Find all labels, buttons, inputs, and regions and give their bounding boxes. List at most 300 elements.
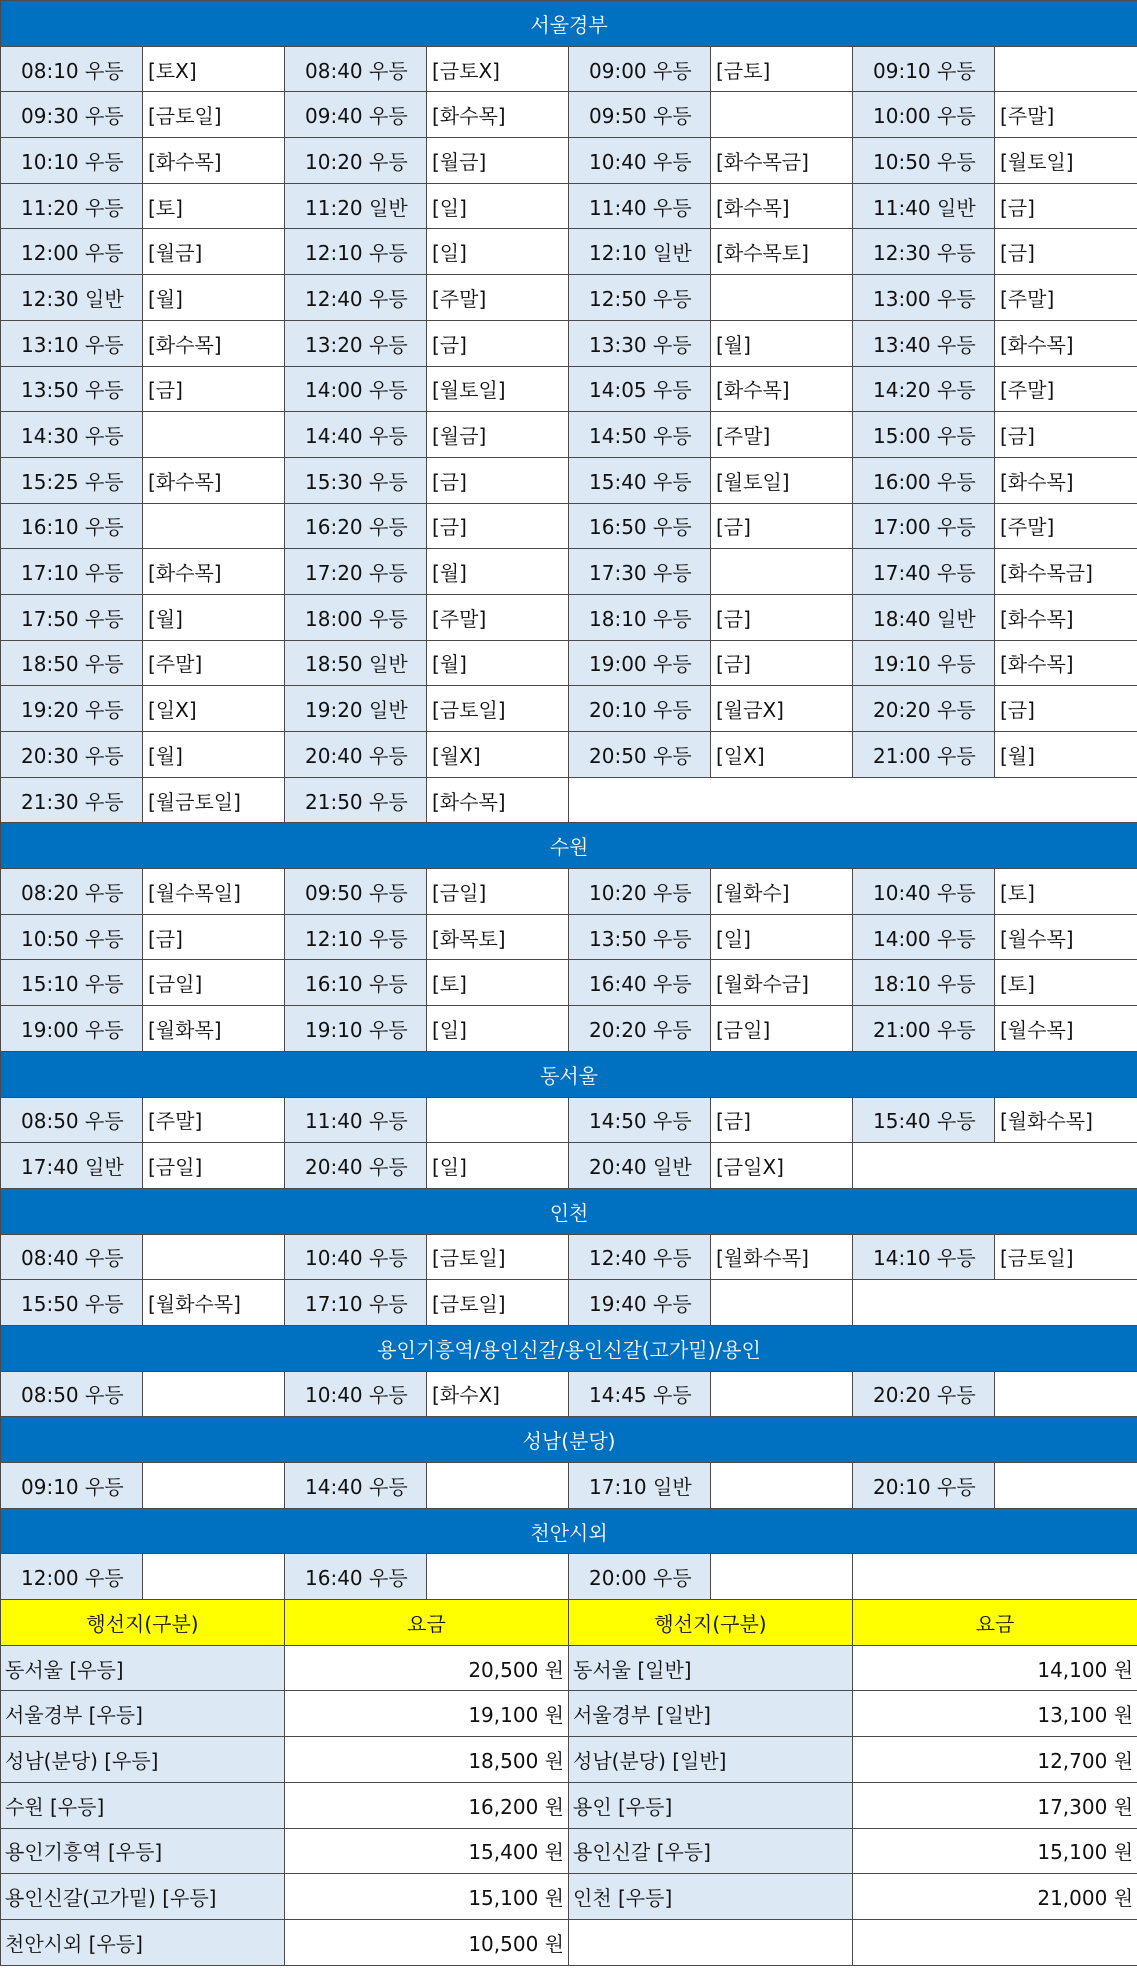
operating-days: [화수목금] xyxy=(995,549,1137,595)
section-title: 동서울 xyxy=(1,1051,1137,1097)
departure-time: 10:20 우등 xyxy=(285,138,427,184)
departure-time: 13:20 우등 xyxy=(285,320,427,366)
operating-days: [일X] xyxy=(711,732,853,778)
departure-time: 16:20 우등 xyxy=(285,503,427,549)
operating-days: [월] xyxy=(143,594,285,640)
section-title: 서울경부 xyxy=(1,1,1137,47)
operating-days: [월금] xyxy=(427,138,569,184)
operating-days: [금] xyxy=(711,1097,853,1143)
section-header-row xyxy=(1,823,1137,869)
operating-days: [주말] xyxy=(143,640,285,686)
operating-days xyxy=(711,1463,853,1509)
departure-time: 19:00 우등 xyxy=(569,640,711,686)
section-title: 인천 xyxy=(1,1188,1137,1234)
operating-days: [토] xyxy=(995,960,1137,1006)
departure-time: 19:20 우등 xyxy=(1,686,143,732)
departure-time: 21:00 우등 xyxy=(853,1006,995,1052)
fare-destination: 인천 [우등] xyxy=(569,1874,853,1920)
operating-days: [주말] xyxy=(995,92,1137,138)
departure-time: 11:40 우등 xyxy=(569,183,711,229)
operating-days: [월] xyxy=(995,732,1137,778)
departure-time: 17:10 일반 xyxy=(569,1463,711,1509)
section-header-row xyxy=(1,1,1137,47)
departure-time: 16:50 우등 xyxy=(569,503,711,549)
departure-time: 08:40 우등 xyxy=(285,46,427,92)
departure-time: 16:10 우등 xyxy=(1,503,143,549)
operating-days: [주말] xyxy=(995,503,1137,549)
departure-time: 10:40 우등 xyxy=(569,138,711,184)
departure-time: 08:50 우등 xyxy=(1,1371,143,1417)
operating-days: [금] xyxy=(711,503,853,549)
fare-row xyxy=(1,1919,1137,1965)
operating-days: [금] xyxy=(995,183,1137,229)
departure-time: 14:50 우등 xyxy=(569,412,711,458)
operating-days: [월금] xyxy=(427,412,569,458)
fare-destination: 용인신갈 [우등] xyxy=(569,1828,853,1874)
departure-time: 12:30 우등 xyxy=(853,229,995,275)
departure-time: 10:40 우등 xyxy=(853,869,995,915)
operating-days: [월토일] xyxy=(427,366,569,412)
operating-days: [금] xyxy=(427,457,569,503)
departure-time: 14:10 우등 xyxy=(853,1234,995,1280)
departure-time: 09:50 우등 xyxy=(569,92,711,138)
operating-days xyxy=(143,1234,285,1280)
operating-days: [금토일] xyxy=(995,1234,1137,1280)
operating-days xyxy=(143,503,285,549)
fare-amount: 15,400 원 xyxy=(285,1828,569,1874)
operating-days: [금일] xyxy=(143,960,285,1006)
schedule-row xyxy=(1,914,1137,960)
operating-days: [금] xyxy=(143,914,285,960)
fare-row xyxy=(1,1645,1137,1691)
fare-row xyxy=(1,1782,1137,1828)
operating-days: [금토일] xyxy=(427,1280,569,1326)
operating-days: [금] xyxy=(995,229,1137,275)
fare-amount: 10,500 원 xyxy=(285,1919,569,1965)
departure-time: 09:40 우등 xyxy=(285,92,427,138)
departure-time: 10:50 우등 xyxy=(1,914,143,960)
departure-time: 17:20 우등 xyxy=(285,549,427,595)
departure-time: 14:00 우등 xyxy=(853,914,995,960)
departure-time: 13:00 우등 xyxy=(853,275,995,321)
operating-days: [화수목] xyxy=(143,320,285,366)
schedule-row xyxy=(1,457,1137,503)
departure-time: 20:10 우등 xyxy=(569,686,711,732)
section-title: 수원 xyxy=(1,823,1137,869)
fare-destination: 성남(분당) [우등] xyxy=(1,1737,285,1783)
departure-time: 20:40 일반 xyxy=(569,1143,711,1189)
operating-days: [금] xyxy=(711,594,853,640)
schedule-row xyxy=(1,1143,1137,1189)
departure-time: 09:10 우등 xyxy=(1,1463,143,1509)
operating-days: [금] xyxy=(995,686,1137,732)
departure-time: 15:30 우등 xyxy=(285,457,427,503)
operating-days: [금일] xyxy=(427,869,569,915)
departure-time: 20:00 우등 xyxy=(569,1554,711,1600)
fare-header-row xyxy=(1,1600,1137,1646)
operating-days: [금일] xyxy=(711,1006,853,1052)
departure-time: 15:40 우등 xyxy=(853,1097,995,1143)
operating-days: [화수목] xyxy=(143,138,285,184)
departure-time: 10:50 우등 xyxy=(853,138,995,184)
departure-time: 14:45 우등 xyxy=(569,1371,711,1417)
operating-days: [월수목일] xyxy=(143,869,285,915)
operating-days: [화수목] xyxy=(711,366,853,412)
departure-time: 10:10 우등 xyxy=(1,138,143,184)
fare-amount: 20,500 원 xyxy=(285,1645,569,1691)
departure-time: 12:00 우등 xyxy=(1,1554,143,1600)
operating-days: [화수목] xyxy=(143,549,285,595)
operating-days: [화목토] xyxy=(427,914,569,960)
operating-days: [화수목금] xyxy=(711,138,853,184)
departure-time: 13:10 우등 xyxy=(1,320,143,366)
departure-time: 11:20 일반 xyxy=(285,183,427,229)
departure-time: 12:10 우등 xyxy=(285,229,427,275)
schedule-row xyxy=(1,686,1137,732)
fare-amount: 16,200 원 xyxy=(285,1782,569,1828)
operating-days: [월화목] xyxy=(143,1006,285,1052)
operating-days xyxy=(711,92,853,138)
operating-days: [금일X] xyxy=(711,1143,853,1189)
operating-days: [화수목] xyxy=(711,183,853,229)
departure-time: 17:50 우등 xyxy=(1,594,143,640)
departure-time: 18:50 우등 xyxy=(1,640,143,686)
section-title: 천안시외 xyxy=(1,1508,1137,1554)
operating-days xyxy=(711,1371,853,1417)
operating-days: [월토일] xyxy=(711,457,853,503)
schedule-row xyxy=(1,183,1137,229)
departure-time: 18:00 우등 xyxy=(285,594,427,640)
departure-time: 14:20 우등 xyxy=(853,366,995,412)
departure-time: 12:30 일반 xyxy=(1,275,143,321)
schedule-row xyxy=(1,1097,1137,1143)
operating-days: [일] xyxy=(427,183,569,229)
departure-time: 12:40 우등 xyxy=(569,1234,711,1280)
operating-days xyxy=(711,1554,853,1600)
operating-days: [월] xyxy=(711,320,853,366)
departure-time: 21:30 우등 xyxy=(1,777,143,823)
schedule-row xyxy=(1,640,1137,686)
schedule-row xyxy=(1,1554,1137,1600)
operating-days: [금토일] xyxy=(427,1234,569,1280)
departure-time: 16:10 우등 xyxy=(285,960,427,1006)
operating-days: [토X] xyxy=(143,46,285,92)
departure-time: 19:20 일반 xyxy=(285,686,427,732)
departure-time: 18:40 일반 xyxy=(853,594,995,640)
fare-destination: 용인신갈(고가밑) [우등] xyxy=(1,1874,285,1920)
fare-amount: 18,500 원 xyxy=(285,1737,569,1783)
departure-time: 20:20 우등 xyxy=(853,686,995,732)
departure-time: 15:10 우등 xyxy=(1,960,143,1006)
operating-days xyxy=(427,1097,569,1143)
departure-time: 08:10 우등 xyxy=(1,46,143,92)
schedule-row xyxy=(1,1463,1137,1509)
section-header-row xyxy=(1,1325,1137,1371)
departure-time: 12:00 우등 xyxy=(1,229,143,275)
operating-days: [월] xyxy=(427,640,569,686)
departure-time: 16:40 우등 xyxy=(285,1554,427,1600)
departure-time: 17:00 우등 xyxy=(853,503,995,549)
operating-days: [화수X] xyxy=(427,1371,569,1417)
fare-amount: 15,100 원 xyxy=(853,1828,1137,1874)
departure-time: 17:10 우등 xyxy=(285,1280,427,1326)
operating-days: [화수목] xyxy=(995,640,1137,686)
operating-days: [화수목] xyxy=(995,457,1137,503)
operating-days xyxy=(995,1371,1137,1417)
fare-amount: 21,000 원 xyxy=(853,1874,1137,1920)
operating-days: [월화수목] xyxy=(143,1280,285,1326)
operating-days xyxy=(711,549,853,595)
schedule-row xyxy=(1,275,1137,321)
section-title: 성남(분당) xyxy=(1,1417,1137,1463)
fare-destination: 성남(분당) [일반] xyxy=(569,1737,853,1783)
schedule-row xyxy=(1,1280,1137,1326)
departure-time: 15:25 우등 xyxy=(1,457,143,503)
departure-time: 20:20 우등 xyxy=(853,1371,995,1417)
operating-days: [월] xyxy=(143,275,285,321)
departure-time: 15:50 우등 xyxy=(1,1280,143,1326)
section-header-row xyxy=(1,1051,1137,1097)
departure-time: 18:10 우등 xyxy=(853,960,995,1006)
operating-days: [일] xyxy=(427,1006,569,1052)
departure-time: 18:10 우등 xyxy=(569,594,711,640)
schedule-row xyxy=(1,412,1137,458)
departure-time: 09:00 우등 xyxy=(569,46,711,92)
operating-days: [주말] xyxy=(143,1097,285,1143)
section-header-row xyxy=(1,1417,1137,1463)
departure-time: 13:50 우등 xyxy=(569,914,711,960)
departure-time: 19:10 우등 xyxy=(853,640,995,686)
departure-time: 15:00 우등 xyxy=(853,412,995,458)
fare-row xyxy=(1,1828,1137,1874)
schedule-row xyxy=(1,229,1137,275)
operating-days: [일] xyxy=(427,1143,569,1189)
operating-days: [일X] xyxy=(143,686,285,732)
fare-destination: 서울경부 [우등] xyxy=(1,1691,285,1737)
departure-time: 12:40 우등 xyxy=(285,275,427,321)
departure-time: 08:50 우등 xyxy=(1,1097,143,1143)
schedule-row xyxy=(1,92,1137,138)
operating-days xyxy=(711,275,853,321)
schedule-row xyxy=(1,320,1137,366)
departure-time: 20:50 우등 xyxy=(569,732,711,778)
fare-destination: 용인기흥역 [우등] xyxy=(1,1828,285,1874)
operating-days: [화수목] xyxy=(427,777,569,823)
operating-days: [일] xyxy=(427,229,569,275)
fare-amount: 15,100 원 xyxy=(285,1874,569,1920)
operating-days: [금일] xyxy=(143,1143,285,1189)
schedule-row xyxy=(1,503,1137,549)
operating-days: [금] xyxy=(427,503,569,549)
operating-days: [주말] xyxy=(995,275,1137,321)
operating-days xyxy=(143,1554,285,1600)
schedule-row xyxy=(1,777,1137,823)
fare-row xyxy=(1,1874,1137,1920)
operating-days: [월화수목] xyxy=(711,1234,853,1280)
departure-time: 10:20 우등 xyxy=(569,869,711,915)
departure-time: 16:40 우등 xyxy=(569,960,711,1006)
departure-time: 09:10 우등 xyxy=(853,46,995,92)
departure-time: 17:30 우등 xyxy=(569,549,711,595)
operating-days xyxy=(143,1463,285,1509)
fare-destination: 천안시외 [우등] xyxy=(1,1919,285,1965)
departure-time: 14:05 우등 xyxy=(569,366,711,412)
operating-days: [월수목] xyxy=(995,1006,1137,1052)
departure-time: 11:40 우등 xyxy=(285,1097,427,1143)
fare-row xyxy=(1,1737,1137,1783)
fare-destination: 동서울 [우등] xyxy=(1,1645,285,1691)
schedule-row xyxy=(1,1234,1137,1280)
operating-days: [월] xyxy=(143,732,285,778)
operating-days: [주말] xyxy=(427,594,569,640)
schedule-row xyxy=(1,960,1137,1006)
departure-time: 17:40 일반 xyxy=(1,1143,143,1189)
fare-row xyxy=(1,1691,1137,1737)
operating-days: [월수목] xyxy=(995,914,1137,960)
operating-days: [화수목] xyxy=(995,594,1137,640)
departure-time: 19:00 우등 xyxy=(1,1006,143,1052)
operating-days: [금] xyxy=(427,320,569,366)
departure-time: 15:40 우등 xyxy=(569,457,711,503)
empty-cell xyxy=(853,1143,1137,1189)
operating-days: [금토X] xyxy=(427,46,569,92)
departure-time: 14:30 우등 xyxy=(1,412,143,458)
section-header-row xyxy=(1,1188,1137,1234)
operating-days: [화수목] xyxy=(995,320,1137,366)
schedule-row xyxy=(1,732,1137,778)
operating-days: [월X] xyxy=(427,732,569,778)
fare-destination: 수원 [우등] xyxy=(1,1782,285,1828)
departure-time: 19:40 우등 xyxy=(569,1280,711,1326)
section-header-row xyxy=(1,1508,1137,1554)
operating-days xyxy=(427,1463,569,1509)
departure-time: 09:50 우등 xyxy=(285,869,427,915)
departure-time: 08:40 우등 xyxy=(1,1234,143,1280)
operating-days: [주말] xyxy=(711,412,853,458)
departure-time: 14:50 우등 xyxy=(569,1097,711,1143)
operating-days: [월토일] xyxy=(995,138,1137,184)
departure-time: 20:20 우등 xyxy=(569,1006,711,1052)
operating-days: [금토일] xyxy=(143,92,285,138)
departure-time: 12:10 우등 xyxy=(285,914,427,960)
departure-time: 14:40 우등 xyxy=(285,412,427,458)
section-title: 용인기흥역/용인신갈/용인신갈(고가밑)/용인 xyxy=(1,1325,1137,1371)
departure-time: 12:10 일반 xyxy=(569,229,711,275)
operating-days xyxy=(427,1554,569,1600)
fare-amount: 19,100 원 xyxy=(285,1691,569,1737)
operating-days: [금토] xyxy=(711,46,853,92)
operating-days: [금] xyxy=(995,412,1137,458)
fare-dest-header: 행선지(구분) xyxy=(569,1600,853,1646)
departure-time: 13:50 우등 xyxy=(1,366,143,412)
schedule-row xyxy=(1,594,1137,640)
operating-days: [화수목] xyxy=(427,92,569,138)
fare-destination xyxy=(569,1919,853,1965)
operating-days: [주말] xyxy=(995,366,1137,412)
empty-cell xyxy=(569,777,1137,823)
departure-time: 21:50 우등 xyxy=(285,777,427,823)
schedule-row xyxy=(1,46,1137,92)
operating-days: [토] xyxy=(995,869,1137,915)
operating-days: [월화수] xyxy=(711,869,853,915)
departure-time: 13:30 우등 xyxy=(569,320,711,366)
departure-time: 14:00 우등 xyxy=(285,366,427,412)
departure-time: 16:00 우등 xyxy=(853,457,995,503)
fare-destination: 용인 [우등] xyxy=(569,1782,853,1828)
departure-time: 20:10 우등 xyxy=(853,1463,995,1509)
operating-days: [월금토일] xyxy=(143,777,285,823)
schedule-row xyxy=(1,869,1137,915)
operating-days: [월금X] xyxy=(711,686,853,732)
departure-time: 20:40 우등 xyxy=(285,1143,427,1189)
operating-days xyxy=(995,46,1137,92)
operating-days: [주말] xyxy=(427,275,569,321)
operating-days: [토] xyxy=(143,183,285,229)
departure-time: 20:30 우등 xyxy=(1,732,143,778)
departure-time: 17:40 우등 xyxy=(853,549,995,595)
departure-time: 21:00 우등 xyxy=(853,732,995,778)
fare-amount-header: 요금 xyxy=(853,1600,1137,1646)
operating-days: [화수목] xyxy=(143,457,285,503)
departure-time: 18:50 일반 xyxy=(285,640,427,686)
schedule-row xyxy=(1,138,1137,184)
departure-time: 10:40 우등 xyxy=(285,1371,427,1417)
departure-time: 09:30 우등 xyxy=(1,92,143,138)
empty-cell xyxy=(853,1280,1137,1326)
departure-time: 17:10 우등 xyxy=(1,549,143,595)
operating-days xyxy=(711,1280,853,1326)
departure-time: 13:40 우등 xyxy=(853,320,995,366)
operating-days: [월화수금] xyxy=(711,960,853,1006)
operating-days xyxy=(143,412,285,458)
departure-time: 12:50 우등 xyxy=(569,275,711,321)
fare-amount: 14,100 원 xyxy=(853,1645,1137,1691)
fare-amount: 12,700 원 xyxy=(853,1737,1137,1783)
departure-time: 11:40 일반 xyxy=(853,183,995,229)
fare-amount xyxy=(853,1919,1137,1965)
schedule-row xyxy=(1,366,1137,412)
operating-days: [금] xyxy=(711,640,853,686)
schedule-row xyxy=(1,1006,1137,1052)
operating-days: [금토일] xyxy=(427,686,569,732)
schedule-row xyxy=(1,1371,1137,1417)
operating-days: [금] xyxy=(143,366,285,412)
fare-dest-header: 행선지(구분) xyxy=(1,1600,285,1646)
empty-cell xyxy=(853,1554,1137,1600)
fare-amount-header: 요금 xyxy=(285,1600,569,1646)
fare-destination: 동서울 [일반] xyxy=(569,1645,853,1691)
operating-days: [월화수목] xyxy=(995,1097,1137,1143)
operating-days: [월금] xyxy=(143,229,285,275)
departure-time: 19:10 우등 xyxy=(285,1006,427,1052)
operating-days: [토] xyxy=(427,960,569,1006)
fare-amount: 17,300 원 xyxy=(853,1782,1137,1828)
departure-time: 11:20 우등 xyxy=(1,183,143,229)
operating-days: [화수목토] xyxy=(711,229,853,275)
fare-amount: 13,100 원 xyxy=(853,1691,1137,1737)
departure-time: 10:00 우등 xyxy=(853,92,995,138)
operating-days: [일] xyxy=(711,914,853,960)
operating-days xyxy=(143,1371,285,1417)
fare-destination: 서울경부 [일반] xyxy=(569,1691,853,1737)
departure-time: 20:40 우등 xyxy=(285,732,427,778)
departure-time: 10:40 우등 xyxy=(285,1234,427,1280)
departure-time: 08:20 우등 xyxy=(1,869,143,915)
operating-days: [월] xyxy=(427,549,569,595)
operating-days xyxy=(995,1463,1137,1509)
departure-time: 14:40 우등 xyxy=(285,1463,427,1509)
schedule-row xyxy=(1,549,1137,595)
